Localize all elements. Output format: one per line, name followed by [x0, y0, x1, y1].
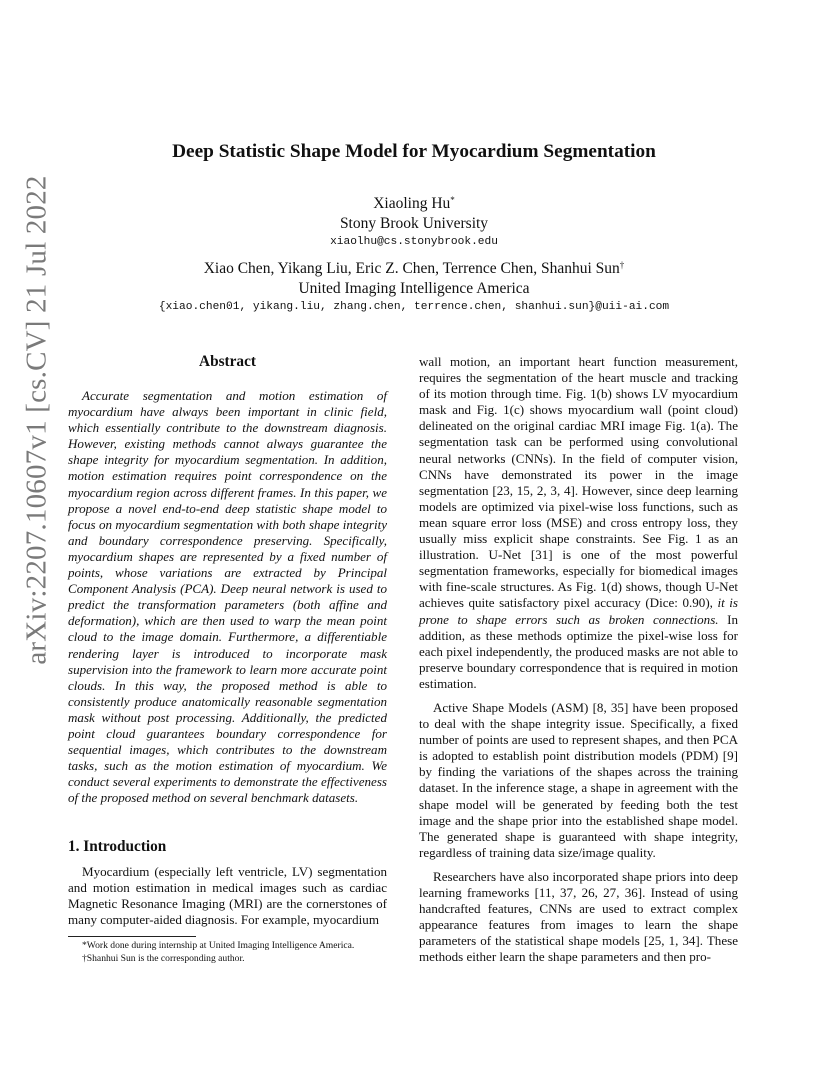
arxiv-id-text: arXiv:2207.10607v1 [cs.CV] 21 Jul 2022 [20, 175, 53, 665]
author1-mark: * [450, 195, 455, 205]
right-column [419, 354, 738, 973]
shape-prior-paragraph: Researchers have also incorporated shape priors into deep learning frameworks [11, 37, 26, 27, 36]. Instead of using handcrafted features, CNNs are used to extract complex appearance features from images to learn the shape parameters of the statistical shape models [25, 1, 34]. These methods either learn the shape parameters and then pro- [419, 868, 738, 965]
author2-mark: † [619, 260, 625, 270]
abstract-text: Accurate segmentation and motion estimation of myocardium have always been important in clinic field, which essentially contribute to the downstream diagnosis. However, existing methods cannot always guarantee the shape integrity for myocardium segmentation. In addition, motion estimation requires point correspondence on the myocardium region across different frames. In this paper, we propose a novel end-to-end deep statistic shape model to focus on myocardium segmentation with both shape integrity and boundary correspondence preserving. Specifically, myocardium shapes are represented by a fixed number of points, whose variations are extracted by Principal Component Analysis (PCA). Deep neural network is used to predict the transformation parameters (both affine and deformation), which are then used to warp the mean point cloud to the image domain. Furthermore, a differentiable rendering layer is introduced to incorporate mask supervision into the framework to learn more accurate point clouds. In this way, the proposed method is able to consistently produce anatomically reasonable segmentation mask without post processing. Additionally, the predicted point cloud guarantees boundary correspondence for sequential images, which contributes to the downstream tasks, such as the motion estimation of myocardium. We conduct several experiments to demonstrate the effectiveness of the proposed method on several benchmark datasets. [68, 388, 387, 806]
author1-affiliation: Stony Brook University [339, 215, 489, 232]
author1-line [0, 195, 828, 213]
intro-paragraph-continued [419, 354, 738, 692]
author1-name: Xiaoling Hu [373, 195, 451, 212]
author2-email: {xiao.chen01, yikang.liu, zhang.chen, terrence.chen, shanhui.sun}@uii-ai.com [158, 301, 670, 313]
intro-heading: 1. Introduction [68, 838, 167, 855]
footnote-1: *Work done during internship at United Imaging Intelligence America. [82, 940, 355, 951]
footnotes [68, 939, 398, 965]
asm-paragraph: Active Shape Models (ASM) [8, 35] have been proposed to deal with the shape integrity issue. Specifically, a fixed number of points are used to represent shapes, and then PCA is adopted to establish point distribution models (PDM) [9] by finding the variations of the shapes across the training dataset. In the inference stage, a shape in agreement with the shape model will be generated by feeding both the test image and the shape prior into the established shape model. The generated shape is guaranteed with shape integrity, regardless of training data size/image quality. [419, 699, 738, 860]
author2-affiliation: United Imaging Intelligence America [298, 280, 530, 297]
para1-text-b: In addition, as these methods optimize the pixel-wise loss for each pixel independently, the produced masks are not able to preserve boundary correspondence that is required in motion estimation. [419, 611, 738, 691]
paper-title: Deep Statistic Shape Model for Myocardium Segmentation [172, 141, 656, 162]
author2-names: Xiao Chen, Yikang Liu, Eric Z. Chen, Terrence Chen, Shanhui Sun [203, 260, 620, 277]
footnote-2: †Shanhui Sun is the corresponding author. [82, 953, 245, 964]
footnote-rule [68, 936, 196, 937]
author1-email: xiaolhu@cs.stonybrook.edu [330, 236, 498, 248]
intro-text: Myocardium (especially left ventricle, LV) segmentation and motion estimation in medical images such as cardiac Magnetic Resonance Imaging (MRI) are the cornerstones of many computer-aided diagnosis. For example, myocardium [68, 864, 387, 928]
abstract-heading: Abstract [199, 353, 256, 370]
author2-line [0, 260, 828, 278]
para1-text-a: wall motion, an important heart function measurement, requires the segmentation of the heart muscle and tracking of its motion through time. Fig. 1(b) shows LV myocardium mask and Fig. 1(c) shows myocardium wall (point cloud) delineated on the original cardiac MRI image Fig. 1(a). The segmentation task can be performed using convolutional neural networks (CNNs). In the field of computer vision, CNNs have demonstrated its power in the image segmentation [23, 15, 2, 3, 4]. However, since deep learning models are optimized via pixel-wise loss functions, such as mean square error loss (MSE) and cross entropy loss, they usually miss explicit shape constraints. See Fig. 1 as an illustration. U-Net [31] is one of the most powerful segmentation frameworks, especially for biomedical images with fine-scale structures. As Fig. 1(d) shows, though U-Net achieves quite satisfactory pixel accuracy (Dice: 0.90), [419, 354, 738, 611]
para1-emphasis: it is prone to shape errors such as broken connections. [419, 595, 738, 627]
